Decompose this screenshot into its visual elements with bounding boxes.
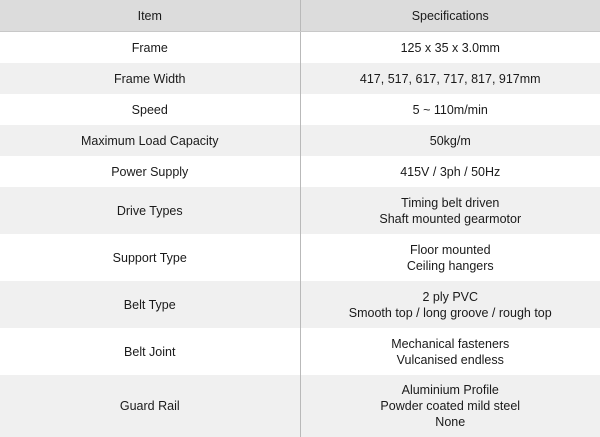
table-row: [0, 125, 600, 156]
spec-line: 2 ply PVC: [422, 289, 479, 304]
spec-line: Ceiling hangers: [406, 258, 494, 273]
row-label: Support Type: [0, 234, 300, 281]
table-row: [0, 328, 600, 375]
row-value: [300, 156, 600, 187]
row-label: Frame: [0, 32, 300, 64]
row-label: Frame Width: [0, 63, 300, 94]
spec-line: Shaft mounted gearmotor: [379, 211, 522, 226]
row-label: Speed: [0, 94, 300, 125]
row-value: [300, 281, 600, 328]
spec-line: Smooth top / long groove / rough top: [348, 305, 552, 320]
row-label: Power Supply: [0, 156, 300, 187]
table-row: [0, 94, 600, 125]
spec-line: 125 x 35 x 3.0mm: [400, 40, 500, 55]
row-label: Drive Types: [0, 187, 300, 234]
spec-line: None: [435, 415, 466, 429]
spec-line: Aluminium Profile: [401, 383, 499, 397]
spec-line: Floor mounted: [409, 242, 491, 257]
row-value: [300, 94, 600, 125]
row-value: [300, 125, 600, 156]
table-row: [0, 234, 600, 281]
row-label: Maximum Load Capacity: [0, 125, 300, 156]
spec-line: Timing belt driven: [401, 195, 500, 210]
spec-line: Vulcanised endless: [396, 352, 504, 367]
spec-line: 417, 517, 617, 717, 817, 917mm: [359, 71, 541, 86]
table-row: [0, 156, 600, 187]
header-specifications: Specifications: [300, 0, 600, 32]
row-value: [300, 375, 600, 437]
table-row: [0, 281, 600, 328]
row-label: Belt Joint: [0, 328, 300, 375]
row-value: [300, 234, 600, 281]
row-label: Guard Rail: [0, 375, 300, 437]
spec-line: 50kg/m: [429, 133, 471, 148]
table-row: [0, 63, 600, 94]
spec-line: Mechanical fasteners: [391, 336, 510, 351]
table-row: [0, 187, 600, 234]
row-value: [300, 328, 600, 375]
row-value: [300, 63, 600, 94]
header-item: Item: [0, 0, 300, 32]
spec-line: Powder coated mild steel: [380, 399, 521, 413]
table-row: [0, 375, 600, 437]
row-label: Belt Type: [0, 281, 300, 328]
row-value: [300, 32, 600, 64]
spec-line: 415V / 3ph / 50Hz: [400, 164, 501, 179]
table-header-row: [0, 0, 600, 32]
spec-line: 5 ~ 110m/min: [412, 102, 488, 117]
table-row: [0, 32, 600, 64]
row-value: [300, 187, 600, 234]
